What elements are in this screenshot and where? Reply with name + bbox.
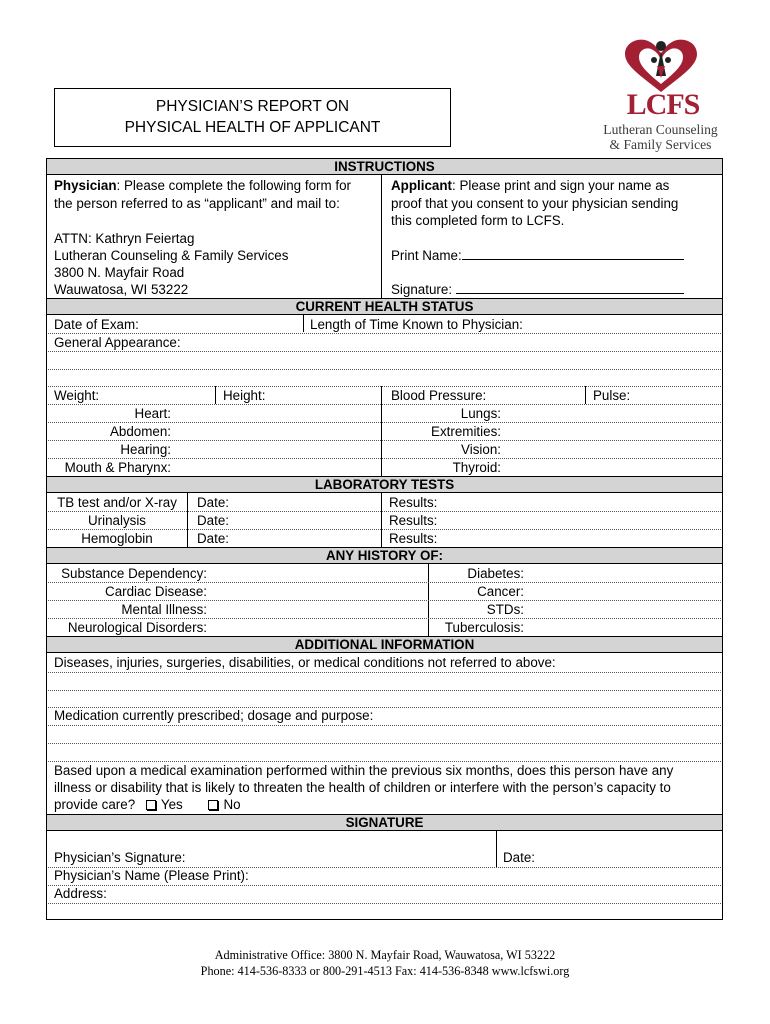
tb-date-field[interactable]: Date: bbox=[197, 495, 230, 510]
title-line-1: PHYSICIAN’S REPORT ON bbox=[155, 98, 350, 115]
history-header: ANY HISTORY OF: bbox=[46, 547, 723, 564]
physician-report-form bbox=[46, 158, 723, 920]
physician-instruction-text-1: : Please complete the following form for bbox=[116, 178, 351, 193]
row-line bbox=[46, 351, 723, 352]
exam-center-divider bbox=[381, 386, 382, 476]
row-line bbox=[46, 618, 723, 619]
hearing-field[interactable]: Hearing: bbox=[120, 442, 171, 457]
cardiac-disease-field[interactable]: Cardiac Disease: bbox=[105, 584, 207, 599]
lcfs-logo bbox=[593, 36, 728, 158]
urinalysis-results-field[interactable]: Results: bbox=[389, 513, 438, 528]
capacity-question-line-2: illness or disability that is likely to threaten the health of children or interfere with the person’s capacity to bbox=[54, 780, 671, 795]
lab-divider-2 bbox=[381, 493, 382, 547]
title-line-2: PHYSICAL HEALTH OF APPLICANT bbox=[124, 119, 381, 136]
time-known-field[interactable]: Length of Time Known to Physician: bbox=[310, 317, 523, 332]
no-label: No bbox=[223, 797, 241, 812]
no-checkbox[interactable] bbox=[208, 800, 218, 810]
hemoglobin-results-field[interactable]: Results: bbox=[389, 531, 438, 546]
row-line bbox=[46, 529, 723, 530]
physician-instruction-line-2: the person referred to as “applicant” and mail to: bbox=[54, 196, 340, 211]
row-line bbox=[46, 903, 723, 904]
address-field[interactable]: Address: bbox=[54, 886, 107, 901]
form-title bbox=[54, 88, 451, 147]
medication-field[interactable]: Medication currently prescribed; dosage and purpose: bbox=[54, 708, 374, 723]
row-line bbox=[46, 369, 723, 370]
blood-pressure-field[interactable]: Blood Pressure: bbox=[391, 388, 487, 403]
stds-field[interactable]: STDs: bbox=[486, 602, 524, 617]
attn-line: ATTN: Kathryn Feiertag bbox=[54, 231, 195, 246]
weight-field[interactable]: Weight: bbox=[54, 388, 100, 403]
row-line bbox=[46, 690, 723, 691]
yes-label: Yes bbox=[160, 797, 183, 812]
hemoglobin-date-field[interactable]: Date: bbox=[197, 531, 230, 546]
row-line bbox=[46, 458, 723, 459]
physician-name-field[interactable]: Physician’s Name (Please Print): bbox=[54, 868, 249, 883]
hemoglobin-label: Hemoglobin bbox=[81, 531, 153, 546]
footer-contact: Phone: 414-536-8333 or 800-291-4513 Fax: 414-536-8348 www.lcfswi.org bbox=[200, 964, 570, 978]
tb-test-label: TB test and/or X-ray bbox=[57, 495, 177, 510]
mental-illness-field[interactable]: Mental Illness: bbox=[121, 602, 207, 617]
applicant-instruction-line-1 bbox=[391, 177, 669, 194]
row-line bbox=[46, 440, 723, 441]
signature-date-field[interactable]: Date: bbox=[503, 850, 536, 865]
applicant-instruction-text-1: : Please print and sign your name as bbox=[452, 178, 670, 193]
logo-name-line-2: & Family Services bbox=[609, 137, 712, 152]
mouth-pharynx-field[interactable]: Mouth & Pharynx: bbox=[64, 460, 171, 475]
row-line bbox=[46, 885, 723, 886]
instructions-header: INSTRUCTIONS bbox=[46, 158, 723, 175]
applicant-label: Applicant bbox=[391, 178, 453, 193]
row-line bbox=[46, 743, 723, 744]
urinalysis-date-field[interactable]: Date: bbox=[197, 513, 230, 528]
general-appearance-field[interactable]: General Appearance: bbox=[54, 335, 181, 350]
city-line: Wauwatosa, WI 53222 bbox=[54, 282, 189, 297]
logo-name-line-1: Lutheran Counseling bbox=[603, 122, 718, 137]
lungs-field[interactable]: Lungs: bbox=[460, 406, 501, 421]
health-status-header: CURRENT HEALTH STATUS bbox=[46, 298, 723, 315]
abdomen-field[interactable]: Abdomen: bbox=[109, 424, 171, 439]
substance-dependency-field[interactable]: Substance Dependency: bbox=[61, 566, 207, 581]
signature-divider bbox=[496, 831, 497, 867]
applicant-instruction-line-2: proof that you consent to your physician sending bbox=[391, 196, 679, 211]
physician-signature-field[interactable]: Physician’s Signature: bbox=[54, 850, 186, 865]
logo-abbreviation: LCFS bbox=[626, 88, 700, 121]
cancer-field[interactable]: Cancer: bbox=[477, 584, 524, 599]
diabetes-field[interactable]: Diabetes: bbox=[467, 566, 524, 581]
neurological-disorders-field[interactable]: Neurological Disorders: bbox=[67, 620, 207, 635]
yes-checkbox[interactable] bbox=[146, 800, 156, 810]
row-line bbox=[46, 600, 723, 601]
date-exam-divider bbox=[303, 315, 304, 332]
capacity-question-text: provide care? bbox=[54, 797, 136, 812]
capacity-question-line-3 bbox=[54, 796, 241, 813]
row-line bbox=[46, 725, 723, 726]
pulse-divider bbox=[585, 386, 586, 404]
footer-address: Administrative Office: 3800 N. Mayfair Road, Wauwatosa, WI 53222 bbox=[214, 948, 556, 962]
print-name-label: Print Name: bbox=[391, 248, 462, 263]
instructions-divider bbox=[381, 175, 382, 298]
tb-results-field[interactable]: Results: bbox=[389, 495, 438, 510]
row-line bbox=[46, 511, 723, 512]
physician-label: Physician bbox=[54, 178, 117, 193]
urinalysis-label: Urinalysis bbox=[87, 513, 147, 528]
lab-divider-1 bbox=[187, 493, 188, 547]
pulse-field[interactable]: Pulse: bbox=[593, 388, 631, 403]
vision-field[interactable]: Vision: bbox=[461, 442, 501, 457]
thyroid-field[interactable]: Thyroid: bbox=[452, 460, 501, 475]
extremities-field[interactable]: Extremities: bbox=[431, 424, 501, 439]
weight-divider bbox=[215, 386, 216, 404]
tuberculosis-field[interactable]: Tuberculosis: bbox=[444, 620, 524, 635]
print-name-line[interactable] bbox=[462, 248, 684, 260]
row-line bbox=[46, 672, 723, 673]
print-name-field[interactable] bbox=[391, 247, 684, 264]
row-line bbox=[46, 422, 723, 423]
org-line: Lutheran Counseling & Family Services bbox=[54, 248, 289, 263]
row-line bbox=[46, 582, 723, 583]
diseases-field[interactable]: Diseases, injuries, surgeries, disabilities, or medical conditions not referred to above: bbox=[54, 655, 556, 670]
additional-info-header: ADDITIONAL INFORMATION bbox=[46, 636, 723, 653]
capacity-question-line-1: Based upon a medical examination performed within the previous six months, does this person have any bbox=[54, 763, 674, 778]
applicant-instruction-line-3: this completed form to LCFS. bbox=[391, 213, 565, 228]
street-line: 3800 N. Mayfair Road bbox=[54, 265, 185, 280]
yes-option[interactable] bbox=[146, 797, 183, 812]
heart-field[interactable]: Heart: bbox=[134, 406, 171, 421]
applicant-signature-label: Signature: bbox=[391, 282, 453, 297]
signature-header: SIGNATURE bbox=[46, 814, 723, 831]
heart-family-icon bbox=[621, 36, 701, 94]
laboratory-header: LABORATORY TESTS bbox=[46, 476, 723, 493]
date-of-exam-field[interactable]: Date of Exam: bbox=[54, 317, 139, 332]
height-field[interactable]: Height: bbox=[223, 388, 266, 403]
physician-instruction-line-1 bbox=[54, 177, 351, 194]
applicant-signature-line[interactable] bbox=[456, 282, 684, 294]
applicant-signature-field[interactable] bbox=[391, 281, 684, 298]
no-option[interactable] bbox=[208, 797, 240, 812]
